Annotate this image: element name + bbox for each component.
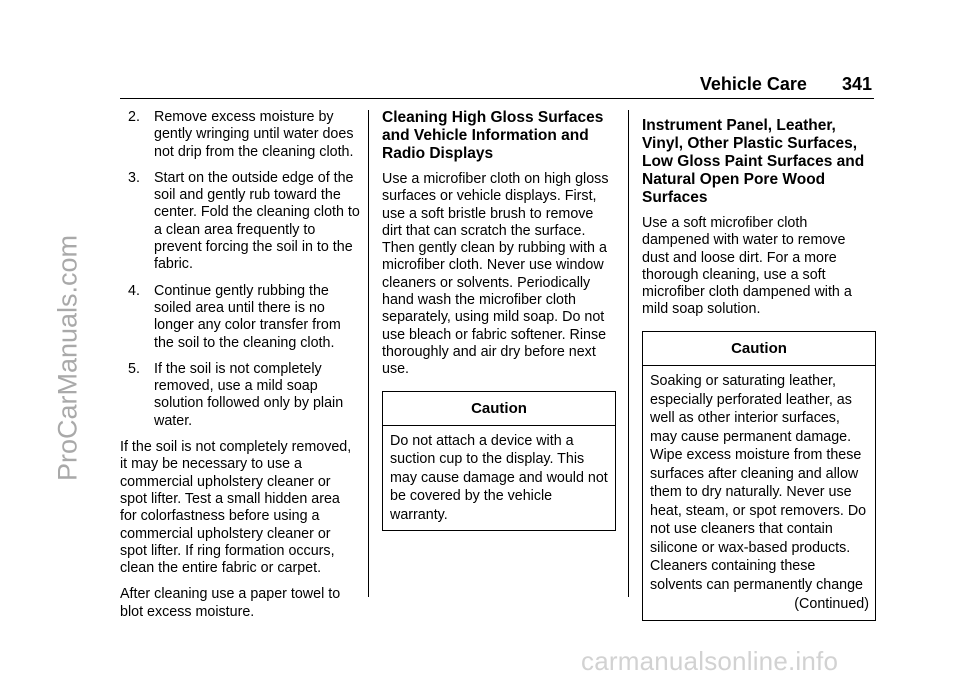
caution-box	[642, 331, 876, 621]
step-text: If the soil is not completely removed, use a mild soap solution followed only by plain water.	[154, 360, 344, 429]
page-number: 341	[841, 74, 872, 94]
step-number: 3.	[128, 169, 140, 186]
caution-title: Caution	[643, 332, 875, 366]
body-paragraph: Use a microfiber cloth on high gloss surfaces or vehicle displays. First, use a soft bristle brush to remove dirt that can scratch the surface. Then gently clean by rubbing with a microfiber cloth. Never use window cleaners or solvents. Periodically hand wash the microfiber cloth separately, using mild soap. Do not use bleach or fabric softener. Rinse thoroughly and air dry before next use.	[382, 171, 609, 378]
section-title: Vehicle Care	[699, 74, 807, 94]
bottom-watermark: carmanualsonline.info	[581, 646, 839, 676]
column-1	[120, 109, 360, 630]
caution-body	[643, 366, 875, 620]
step-text: Continue gently rubbing the soiled area until there is no longer any color transfer from the soil to the cleaning cloth.	[154, 282, 341, 351]
caution-box	[382, 391, 616, 532]
caution-text: Soaking or saturating leather, especially perforated leather, as well as other interior surfaces, may cause permanent damage. Wipe excess moisture from these surfaces after cleaning and allow them to dry naturally. Never use heat, steam, or spot removers. Do not use cleaners that contain silicone or wax-based products. Cleaners containing these solvents can permanently change	[650, 373, 867, 593]
body-paragraph: If the soil is not completely removed, it may be necessary to use a commercial upholstery cleaner or spot lifter. Test a small hidden area for colorfastness before using a commercial upholstery cleaner or spot lifter. If ring formation occurs, clean the entire fabric or carpet.	[120, 439, 352, 577]
caution-text: Do not attach a device with a suction cup to the display. This may cause damage and would not be covered by the vehicle warranty.	[390, 432, 608, 523]
column-3	[642, 109, 876, 621]
step-number: 5.	[128, 360, 140, 377]
list-item	[120, 109, 360, 161]
list-item	[120, 361, 360, 430]
column-divider-1	[368, 110, 369, 597]
cleaning-steps-list	[120, 109, 360, 430]
body-paragraph: After cleaning use a paper towel to blot excess moisture.	[120, 586, 341, 620]
column-2	[382, 109, 616, 531]
step-text: Remove excess moisture by gently wringing until water does not drip from the cleaning cloth.	[154, 109, 354, 160]
side-watermark: ProCarManuals.com	[52, 234, 83, 482]
step-number: 4.	[128, 282, 140, 299]
body-paragraph: Use a soft microfiber cloth dampened with water to remove dust and loose dirt. For a more thorough cleaning, use a soft microfiber cloth dampened with a mild soap solution.	[642, 215, 852, 318]
step-text: Start on the outside edge of the soil and gently rub toward the center. Fold the cleaning cloth to a clean area frequently to prevent forcing the soil in to the fabric.	[154, 169, 360, 273]
header-rule	[120, 98, 874, 99]
section-heading: Instrument Panel, Leather, Vinyl, Other Plastic Surfaces, Low Gloss Paint Surfaces and Natural Open Pore Wood Surfaces	[642, 117, 865, 206]
section-heading: Cleaning High Gloss Surfaces and Vehicle Information and Radio Displays	[382, 109, 604, 162]
page-header	[700, 74, 872, 95]
caution-title: Caution	[383, 392, 615, 426]
list-item	[120, 170, 360, 274]
step-number: 2.	[128, 109, 140, 125]
list-item	[120, 283, 360, 352]
continued-label: (Continued)	[794, 596, 869, 613]
column-divider-2	[628, 110, 629, 597]
